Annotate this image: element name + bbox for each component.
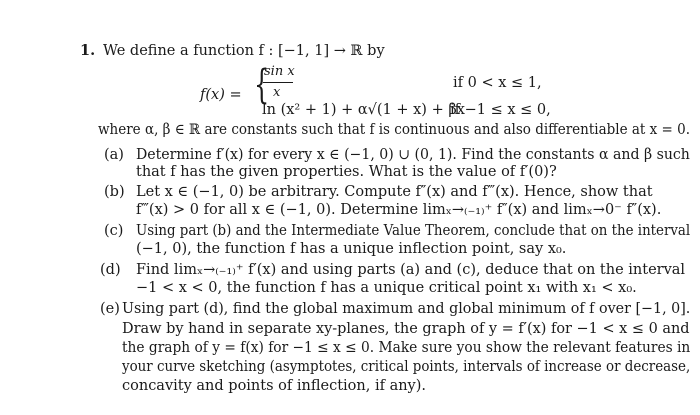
- problem-intro: We define a function f : [−1, 1] → ℝ by: [103, 43, 385, 59]
- case1-fraction-bar: [263, 82, 293, 83]
- part-text-line: Find limₓ→₍₋₁₎⁺ f′(x) and using parts (a) and (c), deduce that on the interval: [136, 262, 686, 278]
- problem-number: 1.: [80, 42, 96, 59]
- part-label: (c): [104, 223, 124, 239]
- part-text-line: (−1, 0), the function f has a unique inflection point, say x₀.: [136, 241, 567, 257]
- part-text-line: Let x ∈ (−1, 0) be arbitrary. Compute f″(x) and f‴(x). Hence, show that: [136, 184, 653, 200]
- part-text-line: Determine f′(x) for every x ∈ (−1, 0) ∪ (0, 1). Find the constants α and β such: [136, 147, 690, 163]
- part-text-line: the graph of y = f(x) for −1 ≤ x ≤ 0. Make sure you show the relevant features in: [122, 340, 691, 356]
- part-label: (e): [100, 301, 120, 317]
- case1-condition: if 0 < x ≤ 1,: [453, 75, 542, 91]
- part-label: (a): [104, 147, 124, 163]
- constants-condition: where α, β ∈ ℝ are constants such that f is continuous and also differentiable at x = 0.: [98, 122, 691, 138]
- part-text-line: that f has the given properties. What is the value of f′(0)?: [136, 164, 557, 180]
- case2-condition: if −1 ≤ x ≤ 0,: [450, 102, 551, 118]
- case1-numerator: sin x: [264, 64, 295, 79]
- part-label: (d): [100, 262, 121, 278]
- part-text-line: Using part (d), find the global maximum and global minimum of f over [−1, 0].: [122, 301, 691, 317]
- part-text-line: Using part (b) and the Intermediate Value Theorem, conclude that on the interval: [136, 223, 691, 239]
- case2-expression: ln (x² + 1) + α√(1 + x) + βx: [262, 102, 465, 118]
- part-text-line: your curve sketching (asymptotes, critical points, intervals of increase or decrease,: [122, 359, 691, 375]
- part-text-line: −1 < x < 0, the function f has a unique critical point x₁ with x₁ < x₀.: [136, 280, 637, 296]
- part-label: (b): [104, 184, 125, 200]
- function-label: f(x) =: [200, 87, 242, 103]
- part-text-line: concavity and points of inflection, if any).: [122, 378, 427, 394]
- case1-denominator: x: [273, 85, 281, 100]
- part-text-line: Draw by hand in separate xy-planes, the graph of y = f′(x) for −1 < x ≤ 0 and: [122, 321, 690, 337]
- piecewise-brace: {: [254, 62, 270, 108]
- part-text-line: f‴(x) > 0 for all x ∈ (−1, 0). Determine limₓ→₍₋₁₎⁺ f″(x) and limₓ→0⁻ f″(x).: [136, 202, 662, 218]
